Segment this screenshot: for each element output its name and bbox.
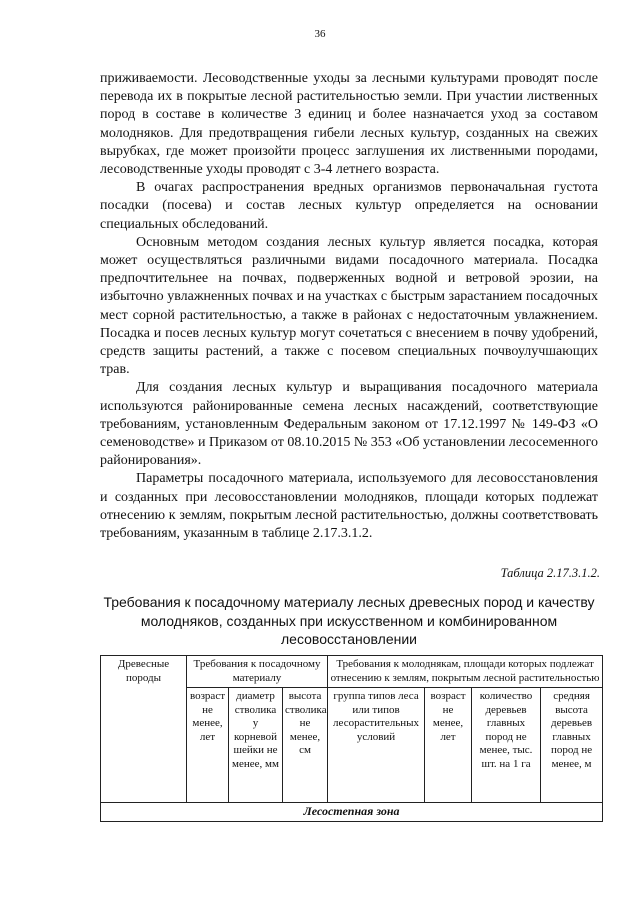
paragraph: Параметры посадочного материала, используемого для лесовосстановления и созданных при лесовосстановлении молодняков, площади которых подлежат отнесению к землям, покрытым лесной растительностью, должны соответствовать требованиям, указанным в таблице 2.17.3.1.2.: [100, 471, 598, 542]
zone-row: Лесостепная зона: [101, 803, 603, 822]
subheader-cell: возраст не менее, лет: [425, 688, 472, 803]
table-caption: Таблица 2.17.3.1.2.: [500, 566, 600, 580]
paragraph: приживаемости. Лесоводственные уходы за лесными культурами проводят после перевода их в покрытые лесной растительностью земли. При участии лиственных пород в составе в количестве 3 единиц и более назначается уход за составом молодняков. Для предотвращения гибели лесных культур, созданных на свежих вырубках, где может произойти процесс заглушения их лиственными породами, лесоводственные уходы проводят с 3-4 летнего возраста.: [100, 71, 598, 178]
header-planting-material: Требования к посадочному материалу: [187, 656, 328, 688]
subheader-cell: возраст не менее, лет: [187, 688, 229, 803]
subheader-cell: количество деревьев главных пород не менее, тыс. шт. на 1 га: [472, 688, 541, 803]
header-young-stands: Требования к молоднякам, площади которых подлежат отнесению к землям, покрытым лесной растительностью: [328, 656, 603, 688]
subheader-cell: средняя высота деревьев главных пород не менее, м: [541, 688, 603, 803]
table-title: Требования к посадочному материалу лесных древесных пород и качеству молодняков, созданных при искусственном и комбинированном лесовосстановлении: [103, 594, 595, 647]
requirements-table: [100, 655, 603, 822]
body-text: [100, 70, 598, 543]
paragraph: Основным методом создания лесных культур является посадка, которая может осуществляться различными видами посадочного материала. Посадка предпочтительнее на почвах, подверженных водной и ветровой эрозии, на избыточно увлажненных почвах и на участках с быстрым зарастанием посадочных мест сорной растительностью, а также в районах с недостаточным увлажнением. Посадка и посев лесных культур могут сочетаться с внесением в почву удобрений, средств защиты растений, а также с посевом специальных почвоулучшающих трав.: [100, 234, 598, 378]
header-species: Древесные породы: [101, 656, 187, 803]
subheader-cell: высота стволика не менее, см: [283, 688, 328, 803]
subheader-cell: группа типов леса или типов лесорастительных условий: [328, 688, 425, 803]
paragraph: В очагах распространения вредных организмов первоначальная густота посадки (посева) и состав лесных культур определяется на основании специальных обследований.: [100, 180, 598, 232]
page-number: 36: [314, 28, 326, 40]
subheader-cell: диаметр стволика у корневой шейки не менее, мм: [229, 688, 283, 803]
paragraph: Для создания лесных культур и выращивания посадочного материала используются районированные семена лесных насаждений, соответствующие требованиям, установленным Федеральным законом от 17.12.1997 № 149-ФЗ «О семеноводстве» и Приказом от 08.10.2015 № 353 «Об установлении лесосеменного районирования».: [100, 380, 598, 469]
